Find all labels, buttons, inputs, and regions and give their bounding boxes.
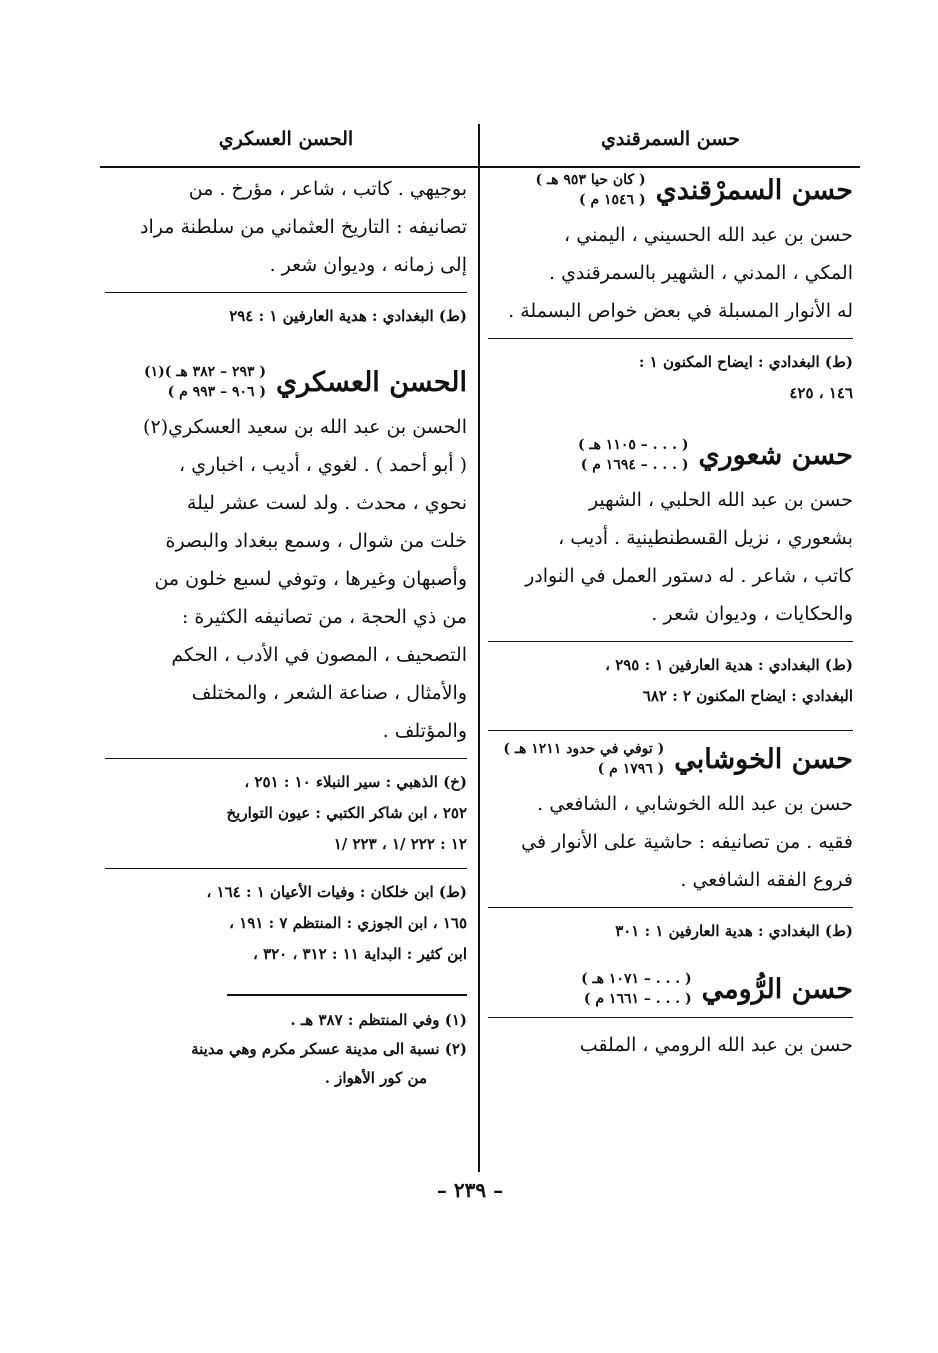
reference-line: (ط) البغدادي : هدية العارفين ١ : ٢٩٥ ،	[605, 656, 853, 674]
entry-line: له الأنوار المسبلة في بعض خواص البسملة .	[508, 300, 853, 322]
separator	[105, 292, 467, 293]
separator	[488, 907, 853, 908]
reference-line: ابن كثير : البداية ١١ : ٣١٢ ، ٣٢٠ ،	[252, 945, 467, 963]
entry-line: فروع الفقه الشافعي .	[680, 869, 853, 891]
column-divider	[478, 124, 480, 1172]
entry-line: والحكايات ، وديوان شعر .	[651, 603, 853, 625]
reference-line: (ط) البغدادي : هدية العارفين ١ : ٢٩٤	[229, 307, 467, 325]
entry-line: والأمثال ، صناعة الشعر ، والمختلف	[191, 682, 467, 704]
gregorian-date: ( . . . – ١٦٦١ م )	[583, 991, 692, 1007]
entry-line: كاتب ، شاعر . له دستور العمل في النوادر	[525, 565, 853, 587]
entry-hasan-shuuri	[488, 435, 853, 712]
entry-line: من ذي الحجة ، من تصانيفه الكثيرة :	[181, 606, 467, 628]
hijri-date: ( كان حيا ٩٥٣ هـ )	[535, 172, 646, 188]
entry-name: حسن الرُّومي	[701, 973, 853, 1005]
reference-line: (ط) البغدادي : ايضاح المكنون ١ :	[638, 353, 853, 371]
reference-line: (ط) البغدادي : هدية العارفين ١ : ٣٠١	[615, 922, 853, 940]
entry-line: ( أبو أحمد ) . لغوي ، أديب ، اخباري ،	[179, 454, 467, 476]
reference-line: ١٤٦ ، ٤٢٥	[789, 384, 853, 402]
separator	[488, 1017, 853, 1018]
entry-dates	[536, 170, 646, 210]
reference-line: ١٦٥ ، ابن الجوزي : المنتظم ٧ : ١٩١ ،	[229, 914, 467, 932]
footnote: من كور الأهواز .	[324, 1069, 427, 1087]
entry-name: حسن الخوشابي	[674, 743, 853, 775]
entry-dates	[144, 362, 266, 402]
footnote: (٢) نسبة الى مدينة عسكر مكرم وهي مدينة	[191, 1040, 467, 1058]
entry-line: والمؤتلف .	[382, 720, 467, 742]
left-column	[105, 170, 467, 1093]
separator	[488, 338, 853, 339]
entry-hasan-rumi	[488, 969, 853, 1064]
entry-heading	[488, 969, 853, 1009]
right-column	[488, 170, 853, 1082]
gregorian-date: ( ٩٠٦ – ٩٩٣ م )	[167, 384, 267, 400]
header-divider	[100, 166, 860, 168]
entry-heading	[105, 362, 467, 402]
reference-line: ١٢ : ٢٢٢ /١ ، ٢٢٣ /١	[333, 835, 467, 853]
reference-line: (ط) ابن خلكان : وفيات الأعيان ١ : ١٦٤ ،	[206, 883, 467, 901]
entry-line: المكي ، المدني ، الشهير بالسمرقندي .	[548, 262, 853, 284]
entry-dates	[503, 739, 664, 779]
left-column-header: الحسن العسكري	[218, 128, 354, 150]
entry-line: حسن بن عبد الله الحلبي ، الشهير	[588, 489, 853, 511]
reference-line: البغدادي : ايضاح المكنون ٢ : ٦٨٢	[642, 687, 853, 705]
entry-line: نحوي ، محدث . ولد لست عشر ليلة	[186, 492, 467, 514]
entry-line: وأصبهان وغيرها ، وتوفي لسبع خلون من	[154, 568, 467, 590]
hijri-date: ( . . . – ١١٠٥ هـ )	[577, 437, 689, 453]
separator	[488, 730, 853, 731]
entry-line: فقيه . من تصانيفه : حاشية على الأنوار في	[521, 831, 853, 853]
gregorian-date: ( . . . – ١٦٩٤ م )	[580, 457, 689, 473]
entry-name: حسن السمرْقندي	[655, 174, 853, 206]
entry-name: حسن شعوري	[698, 439, 853, 471]
page-number: – ٢٣٩ –	[436, 1178, 504, 1202]
entry-hasan-khushabi	[488, 730, 853, 947]
entry-name: الحسن العسكري	[276, 366, 467, 398]
continuation-line: إلى زمانه ، وديوان شعر .	[269, 254, 467, 276]
entry-dates	[581, 969, 692, 1009]
entry-line: بشعوري ، نزيل القسطنطينية . أديب ،	[558, 527, 853, 549]
hijri-date: ( ٢٩٣ – ٣٨٢ هـ )(١)	[144, 364, 267, 380]
separator	[488, 641, 853, 642]
footnote: (١) وفي المنتظم : ٣٨٧ هـ .	[290, 1011, 467, 1029]
gregorian-date: ( ١٥٤٦ م )	[578, 192, 646, 208]
entry-line: الحسن بن عبد الله بن سعيد العسكري(٢)	[143, 416, 467, 438]
entry-line: التصحيف ، المصون في الأدب ، الحكم	[171, 644, 467, 666]
hijri-date: ( توفي في حدود ١٢١١ هـ )	[503, 741, 665, 757]
gregorian-date: ( ١٧٩٦ م )	[597, 761, 665, 777]
continuation-line: تصانيفه : التاريخ العثماني من سلطنة مراد	[140, 216, 467, 238]
entry-hasan-askari	[105, 362, 467, 970]
entry-heading	[488, 435, 853, 475]
hijri-date: ( . . . – ١٠٧١ هـ )	[581, 971, 692, 987]
entry-dates	[578, 435, 689, 475]
entry-line: خلت من شوال ، وسمع ببغداد والبصرة	[165, 530, 467, 552]
entry-hasan-samarqandi	[488, 170, 853, 409]
entry-heading	[488, 170, 853, 210]
reference-line: (خ) الذهبي : سير النبلاء ١٠ : ٢٥١ ،	[244, 773, 467, 791]
right-column-header: حسن السمرقندي	[601, 128, 740, 150]
reference-line: ٢٥٢ ، ابن شاكر الكتبي : عيون التواريخ	[226, 804, 467, 822]
separator	[105, 758, 467, 759]
footnote-rule	[227, 994, 467, 996]
continuation-line: بوجيهي . كاتب ، شاعر ، مؤرخ . من	[188, 178, 467, 200]
entry-line: حسن بن عبد الله الرومي ، الملقب	[579, 1034, 853, 1056]
entry-line: حسن بن عبد الله الخوشابي ، الشافعي .	[537, 793, 853, 815]
entry-line: حسن بن عبد الله الحسيني ، اليمني ،	[564, 224, 853, 246]
entry-heading	[488, 739, 853, 779]
separator	[105, 868, 467, 869]
